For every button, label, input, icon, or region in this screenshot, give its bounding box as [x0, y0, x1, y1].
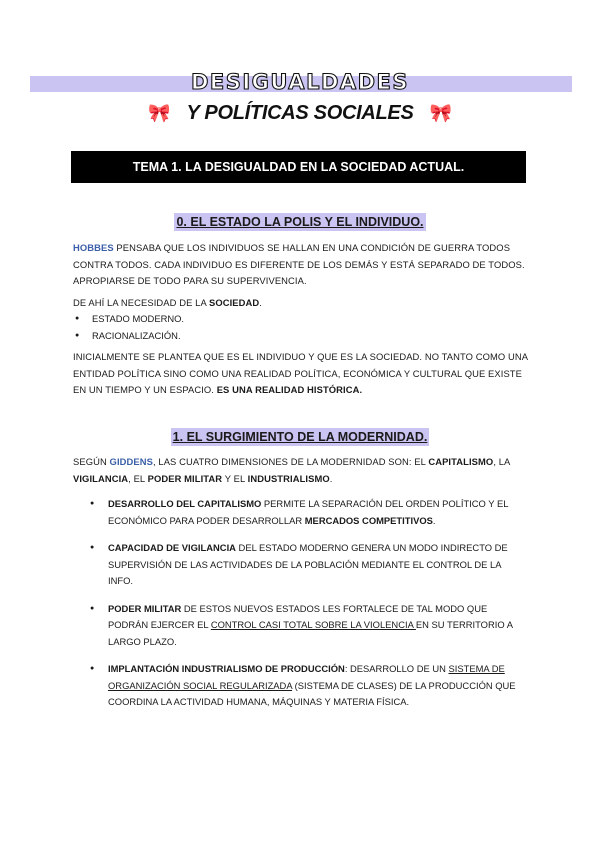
section0-heading: 0. EL ESTADO LA POLIS Y EL INDIVIDUO.: [176, 215, 424, 229]
list-item: ● PODER MILITAR DE ESTOS NUEVOS ESTADOS LES FORTALECE DE TAL MODO QUE PODRÁN EJERCER EL CONTROL CASI TOTAL SOBRE LA VIOLENCIA EN SU TERRITORIO A LARGO PLAZO.: [89, 601, 519, 651]
hobbes-paragraph: HOBBES PENSABA QUE LOS INDIVIDUOS SE HALLAN EN UNA CONDICIÓN DE GUERRA TODOS CONTRA TODOS. CADA INDIVIDUO ES DIFERENTE DE LOS DEMÁS Y ESTÁ SEPARADO DE TODOS. APROPIARSE DE TODO PARA SU SUPERVIVENCIA.: [73, 242, 525, 286]
section1-bullet-list: [89, 496, 519, 722]
list-item: ● ESTADO MODERNO.: [73, 311, 513, 328]
giddens-paragraph: SEGÚN GIDDENS, LAS CUATRO DIMENSIONES DE LA MODERNIDAD SON: EL CAPITALISMO, LA VIGILANCIA, EL PODER MILITAR Y EL INDUSTRIALISMO.: [73, 456, 510, 484]
inicial-paragraph: INICIALMENTE SE PLANTEA QUE ES EL INDIVIDUO Y QUE ES LA SOCIEDAD. NO TANTO COMO UNA ENTIDAD POLÍTICA SINO COMO UNA REALIDAD POLÍTICA, ECONÓMICA Y CULTURAL QUE EXISTE EN UN TIEMPO Y UN ESPACIO. ES UNA REALIDAD HISTÓRICA.: [73, 351, 528, 395]
bow-icon-right: 🎀: [429, 103, 452, 123]
topic-banner: TEMA 1. LA DESIGUALDAD EN LA SOCIEDAD ACTUAL.: [71, 151, 526, 183]
bow-icon-left: 🎀: [148, 103, 171, 123]
document-title-line1: DESIGUALDADES: [190, 70, 410, 94]
necesidad-line: DE AHÍ LA NECESIDAD DE LA SOCIEDAD.: [73, 297, 262, 308]
title-line2-text: Y POLÍTICAS SOCIALES: [186, 102, 414, 124]
giddens-name: GIDDENS: [109, 456, 153, 467]
section0-bullet-list: [73, 311, 513, 344]
list-item: ● DESARROLLO DEL CAPITALISMO PERMITE LA SEPARACIÓN DEL ORDEN POLÍTICO Y EL ECONÓMICO PARA PODER DESARROLLAR MERCADOS COMPETITIVOS.: [89, 496, 519, 529]
hobbes-name: HOBBES: [73, 242, 114, 253]
list-item: ● CAPACIDAD DE VIGILANCIA DEL ESTADO MODERNO GENERA UN MODO INDIRECTO DE SUPERVISIÓN DE LAS ACTIVIDADES DE LA POBLACIÓN MEDIANTE EL CONTROL DE LA INFO.: [89, 540, 519, 590]
section1-heading: 1. EL SURGIMIENTO DE LA MODERNIDAD.: [172, 430, 428, 444]
document-title-line2: [0, 102, 600, 125]
list-item: ● IMPLANTACIÓN INDUSTRIALISMO DE PRODUCCIÓN: DESARROLLO DE UN SISTEMA DE ORGANIZACIÓN SOCIAL REGULARIZADA (SISTEMA DE CLASES) DE LA PRODUCCIÓN QUE COORDINA LA ACTIVIDAD HUMANA, MÁQUINAS Y MATERIA FÍSICA.: [89, 661, 519, 711]
list-item: ● RACIONALIZACIÓN.: [73, 328, 513, 345]
